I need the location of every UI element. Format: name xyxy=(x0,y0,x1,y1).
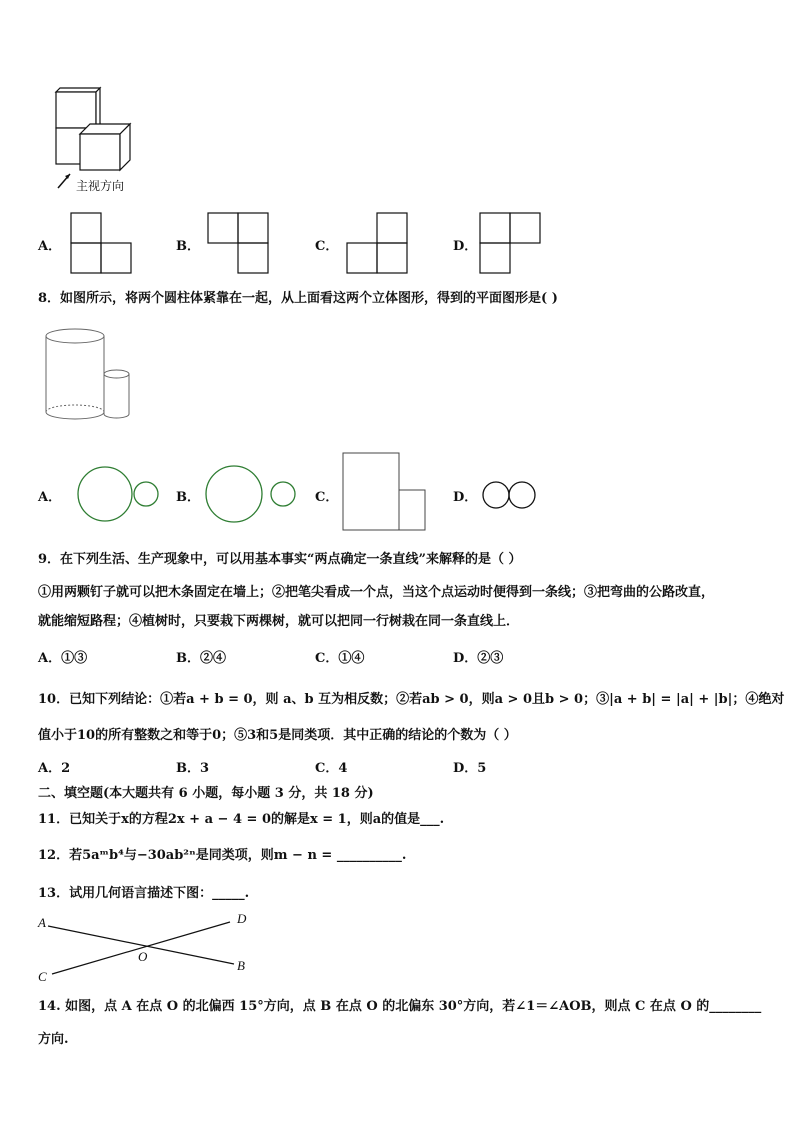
q9-option-d[interactable]: D．②③ xyxy=(453,651,504,666)
q8-option-c-figure xyxy=(342,452,428,532)
q12-text: 12．若5aᵐb⁴与−30ab²ⁿ是同类项，则m − n = __________. xyxy=(38,848,407,863)
view-direction-caption: 主视方向 xyxy=(76,179,125,193)
section-heading: 二、填空题(本大题共有 6 小题，每小题 3 分，共 18 分) xyxy=(38,786,374,801)
q7-option-d-label[interactable]: D． xyxy=(453,239,478,254)
q7-option-a-figure xyxy=(70,212,132,274)
q7-option-d-figure xyxy=(479,212,541,274)
q10-option-d[interactable]: D．5 xyxy=(453,761,487,776)
q13-stem: 13．试用几何语言描述下图：_____. xyxy=(38,886,250,901)
line-cd xyxy=(52,922,230,974)
q13-intersecting-lines-figure xyxy=(34,910,264,986)
point-a-label: A xyxy=(38,915,46,930)
q7-option-c-label[interactable]: C． xyxy=(315,239,339,254)
point-d-label: D xyxy=(237,911,247,926)
q9-option-a[interactable]: A．①③ xyxy=(38,651,88,666)
q10-line1: 10．已知下列结论：①若a + b = 0，则 a、b 互为相反数；②若ab > 0，则a > 0且b > 0；③|a + b| = |a| + |b|；④绝对 xyxy=(38,692,785,707)
point-b-label: B xyxy=(237,958,245,973)
q8-option-b-figure xyxy=(204,464,300,524)
q8-option-d-label[interactable]: D． xyxy=(453,490,478,505)
q14-line1: 14. 如图，点 A 在点 O 的北偏西 15°方向，点 B 在点 O 的北偏东 30°方向，若∠1＝∠AOB，则点 C 在点 O 的________ xyxy=(38,999,762,1014)
q7-option-c-figure xyxy=(346,212,408,274)
q10-option-c[interactable]: C．4 xyxy=(315,761,348,776)
q7-option-b-label[interactable]: B． xyxy=(176,239,200,254)
q11-text: 11．已知关于x的方程2x + a − 4 = 0的解是x = 1，则a的值是___. xyxy=(38,812,445,827)
q10-line2: 值小于10的所有整数之和等于0；⑤3和5是同类项．其中正确的结论的个数为（ ） xyxy=(38,728,517,743)
q8-stem: 8．如图所示，将两个圆柱体紧靠在一起，从上面看这两个立体图形，得到的平面图形是( ) xyxy=(38,291,558,306)
q8-option-b-label[interactable]: B． xyxy=(176,490,200,505)
q9-stem: 9．在下列生活、生产现象中，可以用基本事实“两点确定一条直线”来解释的是（ ） xyxy=(38,552,522,567)
q14-line2: 方向. xyxy=(38,1032,69,1047)
q10-option-b[interactable]: B．3 xyxy=(176,761,210,776)
q8-option-a-figure xyxy=(76,464,162,524)
q7-option-a-label[interactable]: A． xyxy=(38,239,62,254)
point-c-label: C xyxy=(38,969,47,984)
q9-body-line2: 就能缩短路程；④植树时，只要栽下两棵树，就可以把同一行树栽在同一条直线上． xyxy=(38,614,520,629)
q9-option-b[interactable]: B．②④ xyxy=(176,651,226,666)
q10-option-a[interactable]: A．2 xyxy=(38,761,71,776)
q8-option-d-figure xyxy=(481,480,539,510)
q7-option-b-figure xyxy=(207,212,269,274)
q8-option-a-label[interactable]: A． xyxy=(38,490,62,505)
q9-option-c[interactable]: C．①④ xyxy=(315,651,365,666)
q9-body-line1: ①用两颗钉子就可以把木条固定在墙上；②把笔尖看成一个点，当这个点运动时便得到一条线；③把弯曲的公路改直， xyxy=(38,585,715,600)
q8-cylinders-figure xyxy=(44,326,136,424)
q8-option-c-label[interactable]: C． xyxy=(315,490,339,505)
point-o-label: O xyxy=(138,949,148,964)
